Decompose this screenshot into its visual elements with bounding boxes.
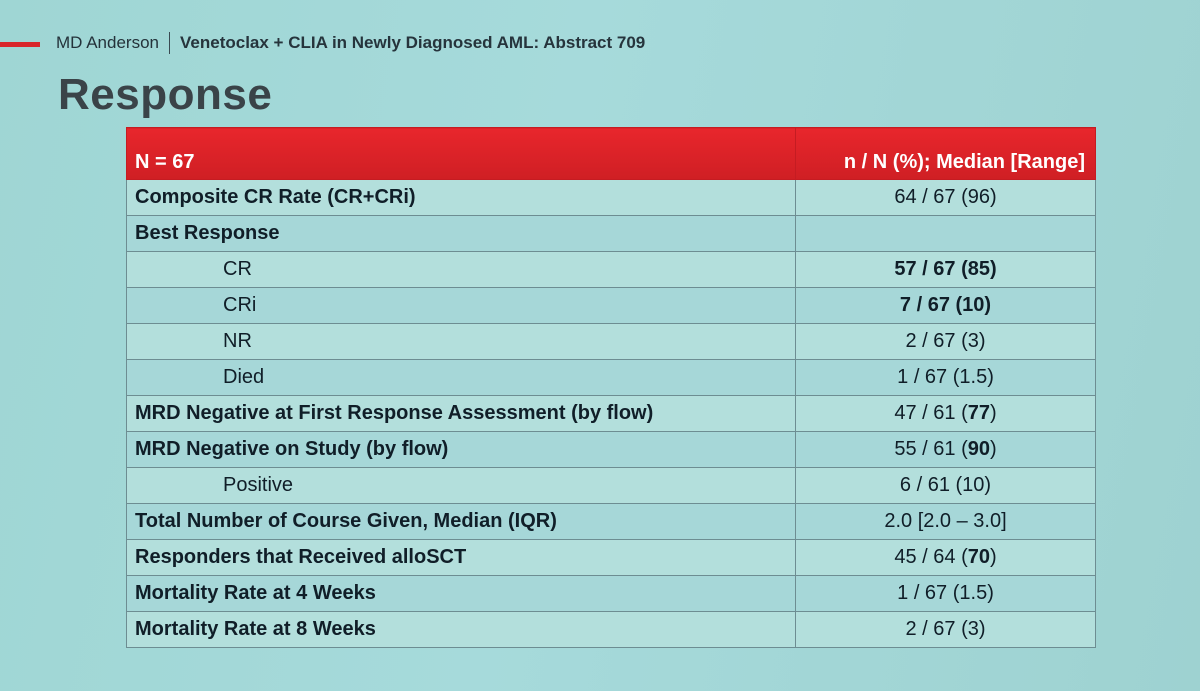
row-label: NR [127, 324, 796, 360]
brand-name: MD Anderson [56, 33, 159, 52]
row-label: Mortality Rate at 8 Weeks [127, 612, 796, 648]
table-header-row [127, 128, 1096, 180]
row-label: CRi [127, 288, 796, 324]
row-value-bold: 57 / 67 (85) [894, 258, 997, 280]
slide-title: Response [58, 70, 273, 119]
row-value: 2.0 [2.0 – 3.0] [796, 504, 1096, 540]
row-label: Positive [127, 468, 796, 504]
table-row [127, 216, 1096, 252]
row-value-bold: 77 [967, 402, 990, 424]
table-row [127, 288, 1096, 324]
table-row [127, 324, 1096, 360]
table-row [127, 180, 1096, 216]
header-divider [169, 32, 170, 54]
row-value: 6 / 61 (10) [796, 468, 1096, 504]
row-label: Best Response [127, 216, 796, 252]
row-value [796, 288, 1096, 324]
row-label: Mortality Rate at 4 Weeks [127, 576, 796, 612]
row-value-bold: 7 / 67 (10) [899, 294, 992, 316]
row-value: 2 / 67 (3) [796, 324, 1096, 360]
row-value-part: ) [989, 402, 997, 424]
table-row [127, 432, 1096, 468]
row-value-bold: 70 [967, 546, 990, 568]
row-value-part: 55 / 61 ( [894, 438, 968, 460]
row-value: 64 / 67 (96) [796, 180, 1096, 216]
row-value: 1 / 67 (1.5) [796, 360, 1096, 396]
table-row [127, 576, 1096, 612]
row-value-part: 45 / 64 ( [894, 546, 968, 568]
header-label-cell: N = 67 [127, 128, 796, 180]
row-value-part: ) [989, 438, 997, 460]
table-row [127, 252, 1096, 288]
row-label: CR [127, 252, 796, 288]
row-value: 1 / 67 (1.5) [796, 576, 1096, 612]
table-row [127, 396, 1096, 432]
row-value [796, 252, 1096, 288]
row-value [796, 216, 1096, 252]
table-row [127, 360, 1096, 396]
row-label: Died [127, 360, 796, 396]
row-label: Responders that Received alloSCT [127, 540, 796, 576]
row-value-part: 47 / 61 ( [894, 402, 968, 424]
row-value: 2 / 67 (3) [796, 612, 1096, 648]
row-value [796, 432, 1096, 468]
slide-header [56, 32, 645, 54]
response-table [126, 127, 1096, 648]
row-label: Composite CR Rate (CR+CRi) [127, 180, 796, 216]
slide-subtitle: Venetoclax + CLIA in Newly Diagnosed AML: Abstract 709 [180, 33, 646, 52]
row-value-part: ) [989, 546, 997, 568]
table-row [127, 612, 1096, 648]
row-value-bold: 90 [967, 438, 990, 460]
header-value-cell: n / N (%); Median [Range] [796, 128, 1096, 180]
table-row [127, 468, 1096, 504]
table-row [127, 504, 1096, 540]
row-label: Total Number of Course Given, Median (IQR) [127, 504, 796, 540]
table-row [127, 540, 1096, 576]
accent-bar [0, 42, 40, 47]
row-value [796, 396, 1096, 432]
row-label: MRD Negative on Study (by flow) [127, 432, 796, 468]
row-value [796, 540, 1096, 576]
row-label: MRD Negative at First Response Assessment (by flow) [127, 396, 796, 432]
